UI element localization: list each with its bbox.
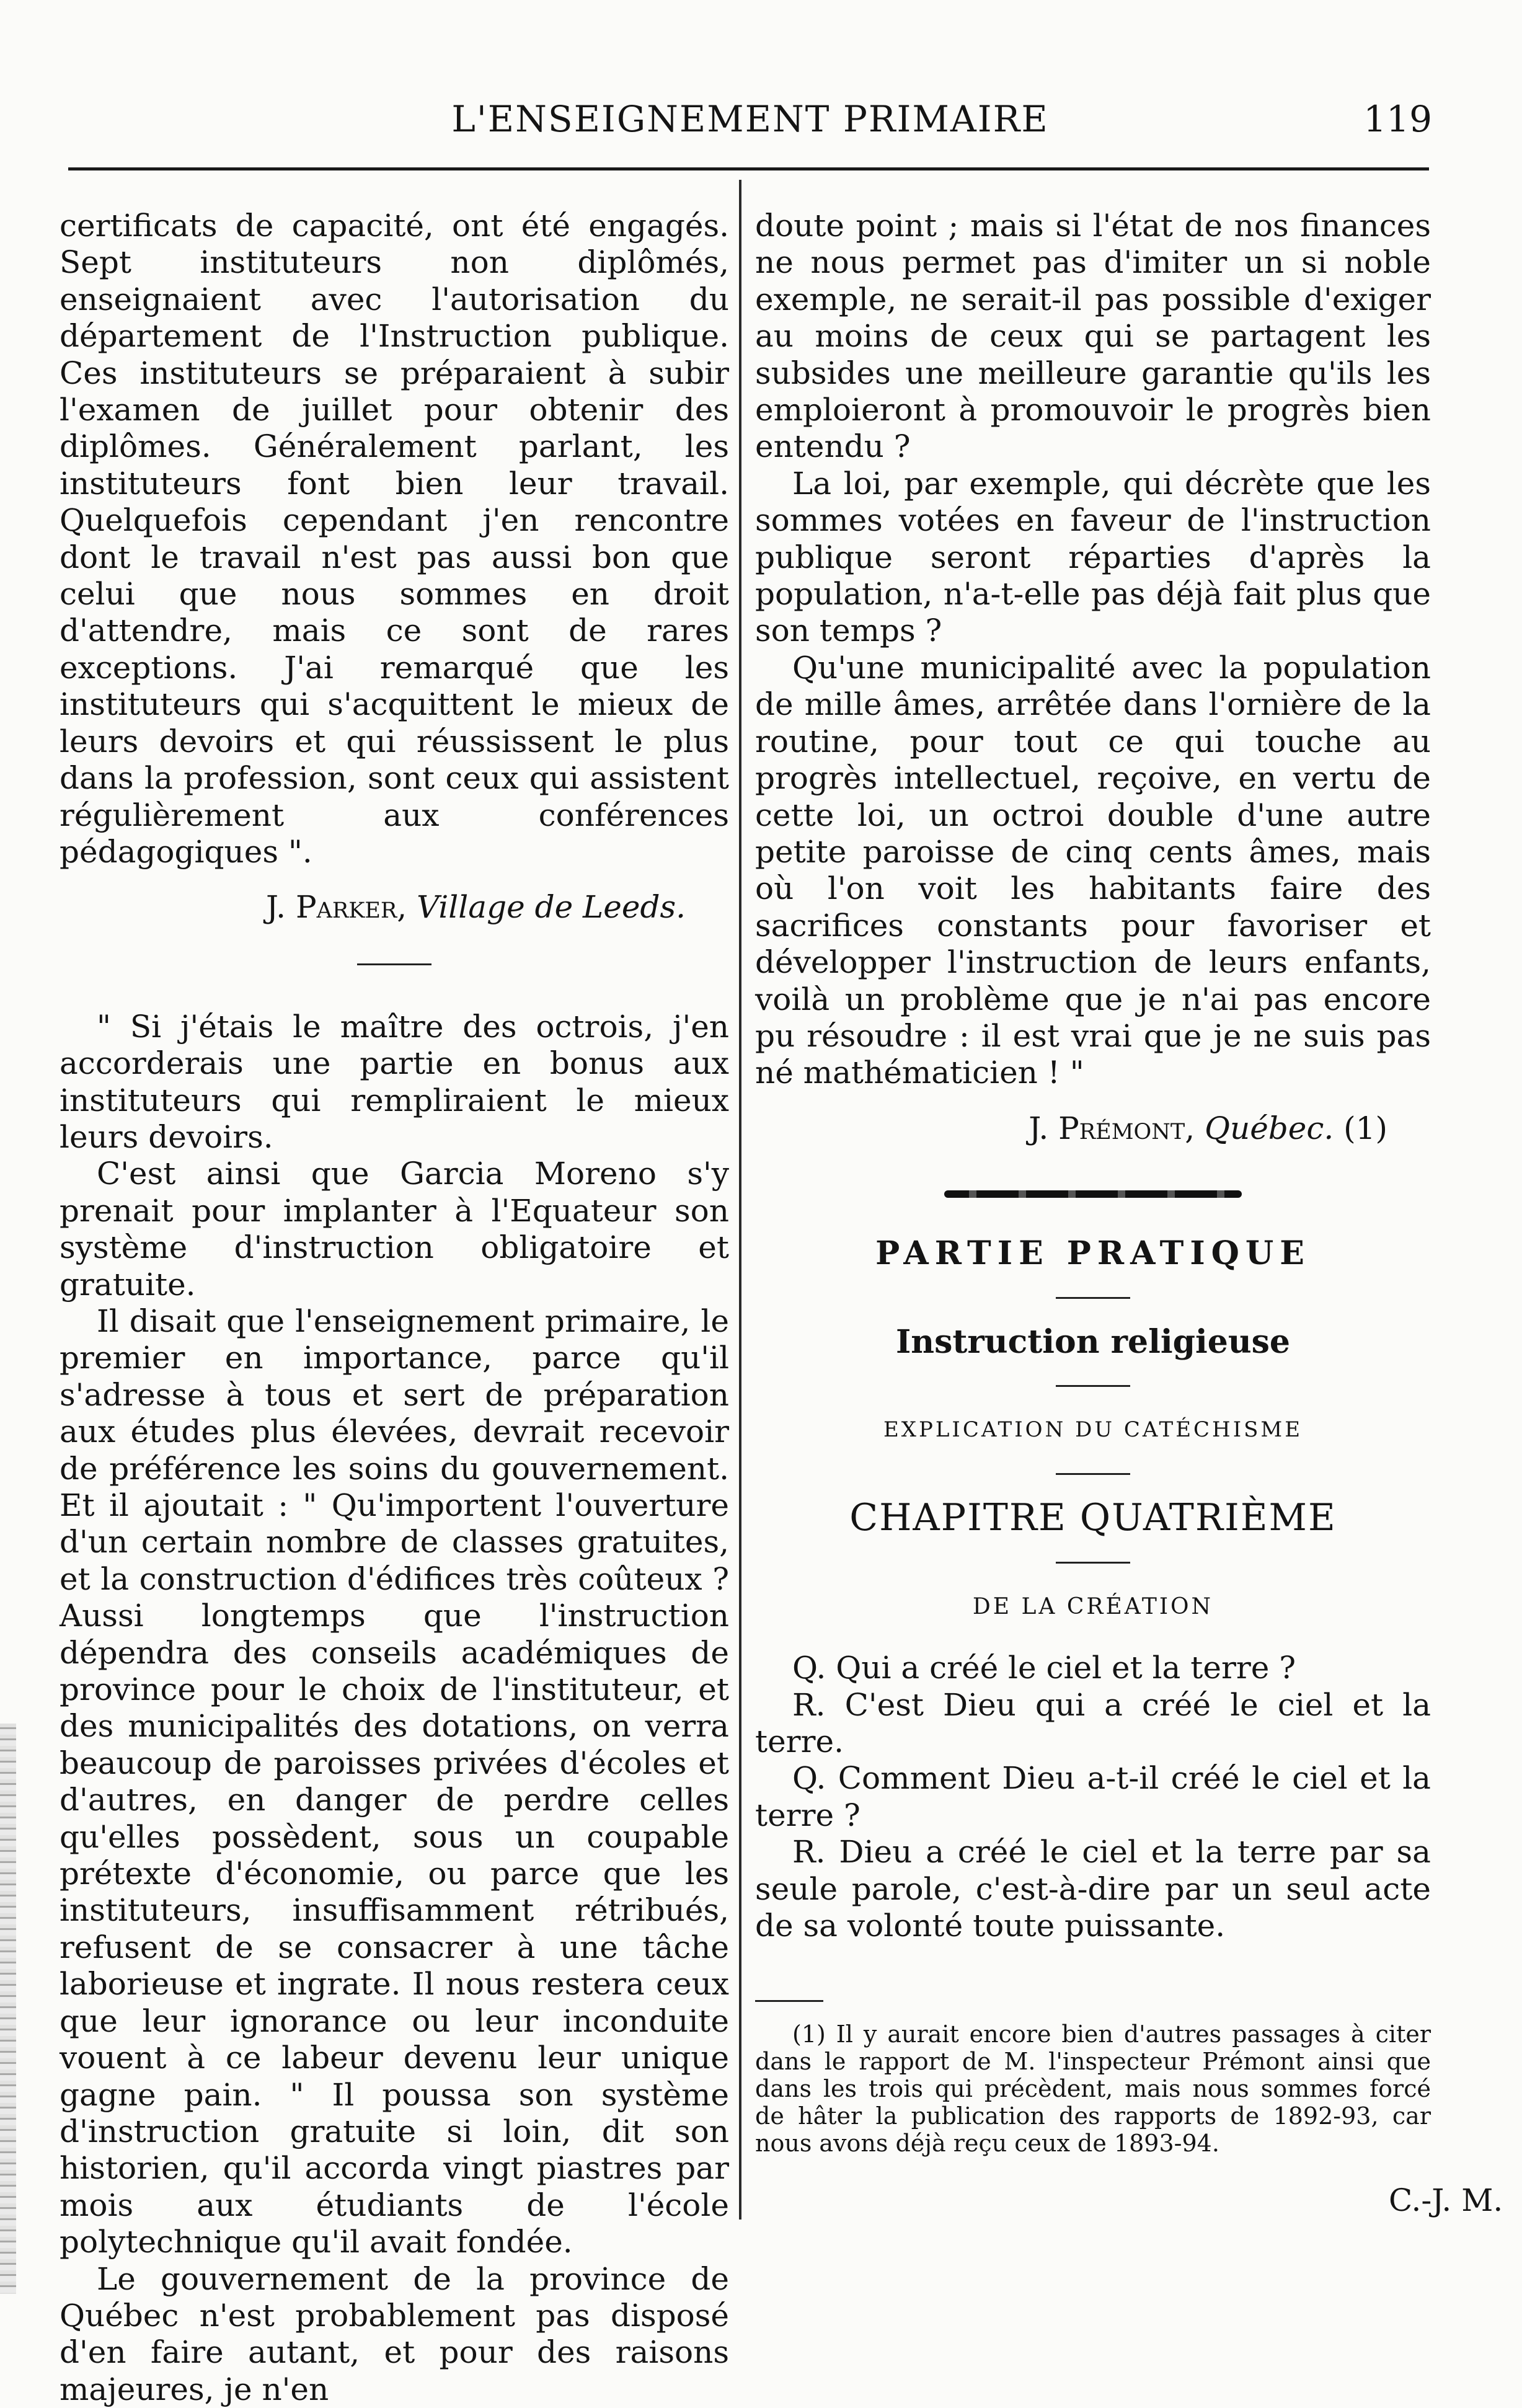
section-separator bbox=[357, 963, 431, 965]
right-column bbox=[755, 208, 1431, 2157]
qa-line: Q. Comment Dieu a-t-il créé le ciel et la terre ? bbox=[755, 1760, 1431, 1833]
header-rule bbox=[68, 167, 1429, 170]
page-header bbox=[68, 93, 1432, 143]
paragraph: Il disait que l'enseignement primaire, le premier en importance, parce qu'il s'adresse à tous et sert de préparation aux études plus élevées, devrait recevoir de préférence les soins du gouvernement. Et il ajoutait : " Qu'importent l'ouverture d'un certain nombre de classes gratuites, et la construction d'édifices très coûteux ? Aussi longtemps que l'instruction dépendra des conseils académiques de province pour le choix de l'instituteur, et des municipalités des dotations, on verra beaucoup de paroisses privées d'écoles et d'autres, en danger de perdre celles qu'elles possèdent, sous un coupable prétexte d'économie, ou parce que les instituteurs, insuffisamment rétribués, refusent de se consacrer à une tâche laborieuse et ingrate. Il nous restera ceux que leur ignorance ou leur inconduite vouent à ce labeur devenu leur unique gagne pain. " Il poussa son système d'instruction gratuite si loin, dit son historien, qu'il accorda vingt piastres par mois aux étudiants de l'école polytechnique qu'il avait fondée. bbox=[60, 1303, 729, 2260]
ornament-rule bbox=[944, 1190, 1242, 1198]
column-divider bbox=[739, 180, 741, 2220]
subtitle: EXPLICATION DU CATÉCHISME bbox=[883, 1417, 1303, 1442]
signature-premont: J. Prémont, Québec. (1) bbox=[1029, 1110, 1387, 1146]
paragraph: certificats de capacité, ont été engagés. Sept instituteurs non diplômés, enseignaient avec l'autorisation du département de l'Instruction publique. Ces instituteurs se préparaient à subir l'examen de juillet pour obtenir des diplômes. Généralement parlant, les instituteurs font bien leur travail. Quelquefois cependant j'en rencontre dont le travail n'est pas aussi bon que celui que nous sommes en droit d'attendre, mais ce sont de rares exceptions. J'ai remarqué que les instituteurs qui s'acquittent le mieux de leurs devoirs et qui réussissent le plus dans la profession, sont ceux qui assistent régulièrement aux conférences pédagogiques ". bbox=[60, 208, 729, 870]
paragraph: doute point ; mais si l'état de nos finances ne nous permet pas d'imiter un si noble exemple, ne serait-il pas possible d'exiger au moins de ceux qui se partagent les subsides une meilleure garantie qu'ils les emploieront à promouvoir le progrès bien entendu ? bbox=[755, 208, 1431, 465]
qa-line: R. Dieu a créé le ciel et la terre par sa seule parole, c'est-à-dire par un seul acte de sa volonté toute puissante. bbox=[755, 1834, 1431, 1944]
paragraph: C'est ainsi que Garcia Moreno s'y prenait pour implanter à l'Equateur son système d'instruction obligatoire et gratuite. bbox=[60, 1156, 729, 1303]
footnote: (1) Il y aurait encore bien d'autres passages à citer dans le rapport de M. l'inspecteur Prémont ainsi que dans les trois qui précèdent, mais nous sommes forcé de hâter la publication des rapports de 1892-93, car nous avons déjà reçu ceux de 1893-94. bbox=[755, 2021, 1431, 2158]
subsection-title: Instruction religieuse bbox=[895, 1322, 1290, 1361]
running-title: L'ENSEIGNEMENT PRIMAIRE bbox=[451, 98, 1049, 140]
section-separator bbox=[1056, 1562, 1130, 1564]
paragraph: Qu'une municipalité avec la population de mille âmes, arrêtée dans l'ornière de la routine, pour tout ce qui touche au progrès intellectuel, reçoive, en vertu de cette loi, un octroi double d'une autre petite paroisse de cinq cents âmes, mais où l'on voit les habitants faire des sacrifices constants pour favoriser et développer l'instruction de leurs enfants, voilà un problème que je n'ai pas encore pu résoudre : il est vrai que je ne suis pas né mathématicien ! " bbox=[755, 649, 1431, 1091]
paragraph: Le gouvernement de la province de Québec n'est probablement pas disposé d'en faire autant, et pour des raisons majeures, je n'en bbox=[60, 2260, 729, 2407]
scan-edge bbox=[0, 1724, 16, 2294]
paragraph: La loi, par exemple, qui décrète que les sommes votées en faveur de l'instruction publique seront réparties d'après la population, n'a-t-elle pas déjà fait plus que son temps ? bbox=[755, 465, 1431, 649]
author-initials: C.-J. M. bbox=[1389, 2182, 1503, 2218]
section-separator bbox=[1056, 1385, 1130, 1387]
signature-parker: J. Parker, Village de Leeds. bbox=[265, 889, 686, 926]
chapter-title: CHAPITRE QUATRIÈME bbox=[849, 1496, 1337, 1540]
chapter-subtitle: DE LA CRÉATION bbox=[972, 1593, 1214, 1619]
left-column bbox=[60, 208, 729, 2408]
page-number: 119 bbox=[1363, 98, 1432, 140]
section-title: PARTIE PRATIQUE bbox=[875, 1234, 1311, 1273]
qa-line: R. C'est Dieu qui a créé le ciel et la terre. bbox=[755, 1686, 1431, 1760]
qa-line: Q. Qui a créé le ciel et la terre ? bbox=[792, 1650, 1296, 1686]
paragraph: " Si j'étais le maître des octrois, j'en accorderais une partie en bonus aux instituteurs qui rempliraient le mieux leurs devoirs. bbox=[60, 1008, 729, 1155]
section-separator bbox=[1056, 1297, 1130, 1299]
footnote-rule bbox=[755, 2000, 823, 2002]
section-separator bbox=[1056, 1473, 1130, 1475]
